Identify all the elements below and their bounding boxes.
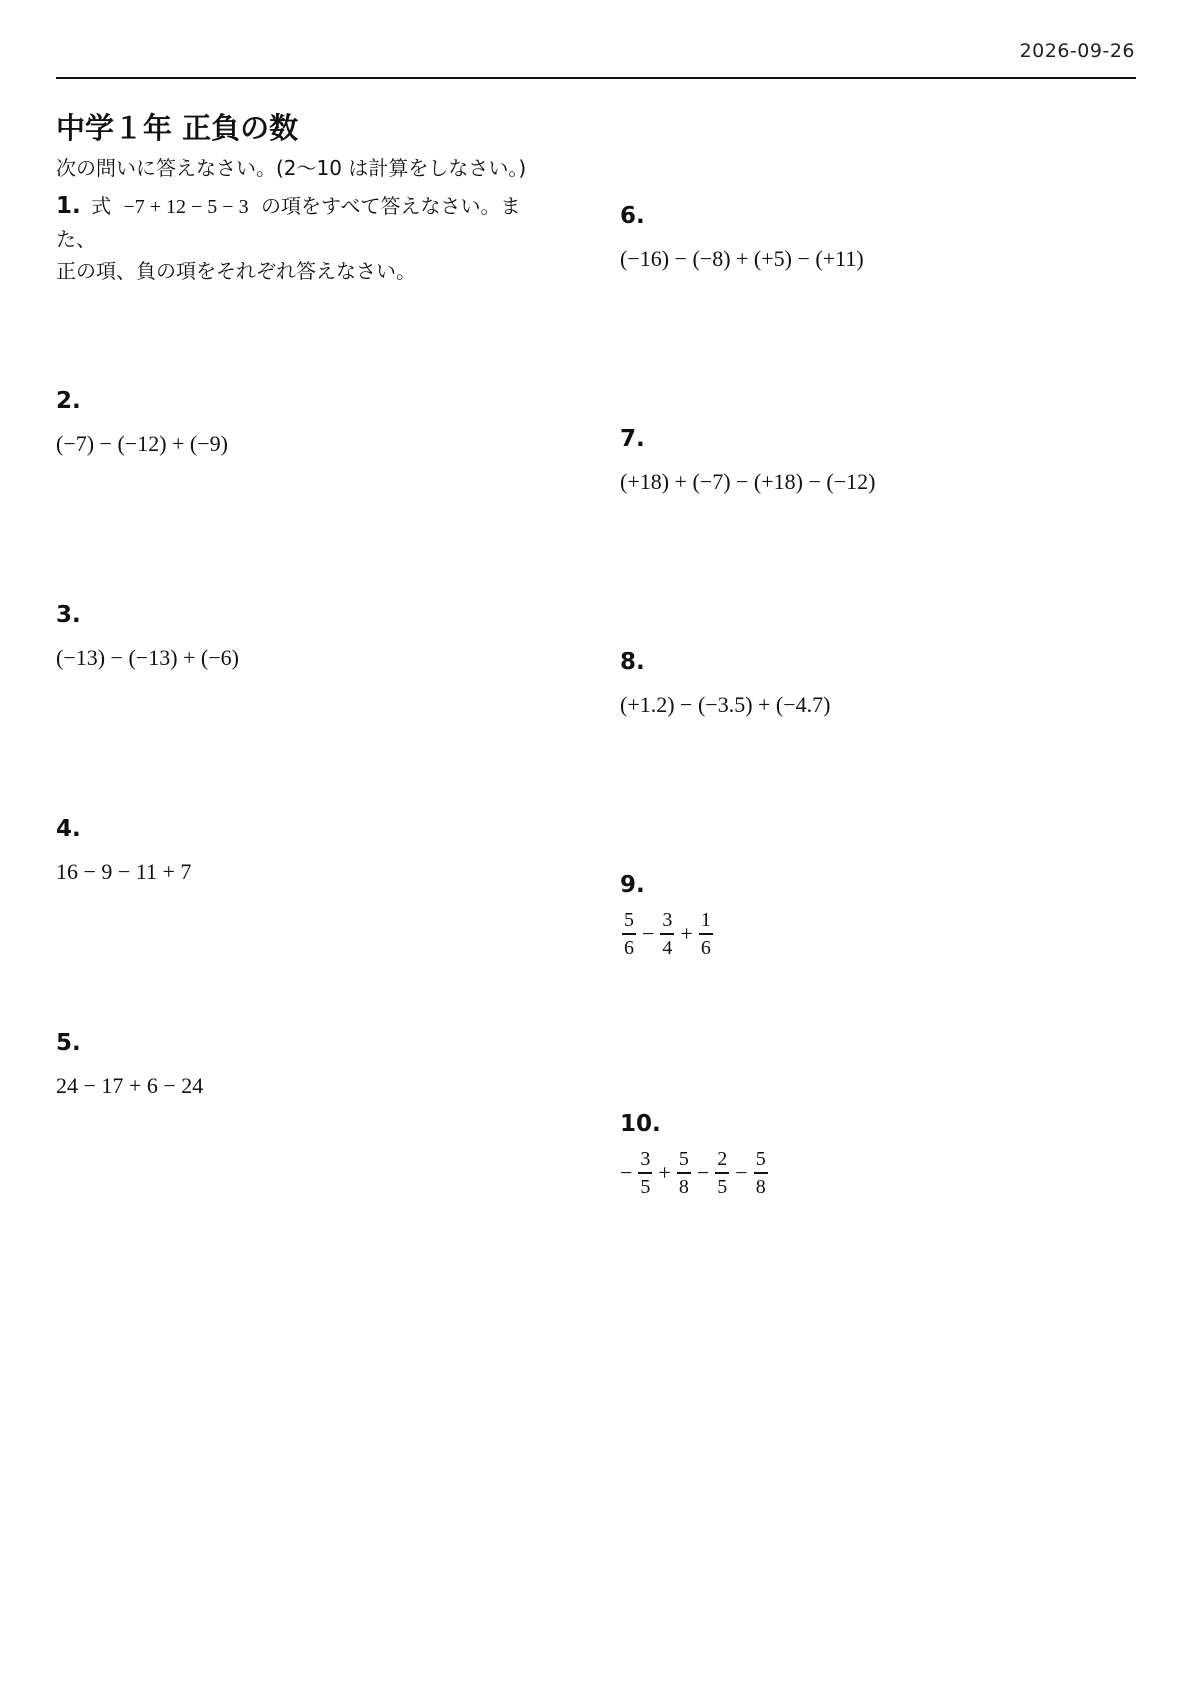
denominator: 6 — [700, 936, 711, 959]
problem-text: 正の項、負の項をそれぞれ答えなさい。 — [56, 259, 416, 283]
problem-1 — [56, 190, 556, 287]
fraction-bar — [715, 1172, 729, 1174]
problem-number: 4. — [56, 816, 81, 842]
problem-4 — [56, 818, 576, 883]
fraction-bar — [660, 933, 674, 935]
problem-expression — [620, 1148, 1140, 1198]
numerator: 5 — [755, 1148, 766, 1170]
fraction — [699, 909, 713, 959]
problem-6 — [620, 205, 1140, 270]
problem-number: 5. — [56, 1030, 81, 1056]
problem-text: の項をすべて答えなさい。また、 — [56, 194, 521, 251]
numerator: 3 — [640, 1148, 651, 1170]
problem-expression: 24 − 17 + 6 − 24 — [56, 1073, 204, 1098]
problem-3 — [56, 604, 576, 669]
problem-8 — [620, 651, 1140, 716]
problem-number: 3. — [56, 602, 81, 628]
problem-number: 1. — [56, 193, 81, 219]
denominator: 6 — [624, 936, 634, 959]
fraction — [754, 1148, 768, 1198]
problem-2 — [56, 390, 576, 455]
problem-5 — [56, 1032, 576, 1097]
fraction — [638, 1148, 652, 1198]
fraction-bar — [622, 933, 636, 935]
problem-number: 7. — [620, 426, 645, 452]
fraction — [677, 1148, 691, 1198]
numerator: 1 — [700, 909, 711, 931]
fraction — [715, 1148, 729, 1198]
fraction — [660, 909, 674, 959]
problem-expression: (−7) − (−12) + (−9) — [56, 431, 228, 456]
problem-9 — [620, 874, 1140, 959]
denominator: 5 — [717, 1175, 728, 1198]
fraction-bar — [638, 1172, 652, 1174]
problem-text: 式 — [91, 194, 112, 218]
operator: + — [658, 1159, 671, 1185]
problem-expression: (+1.2) − (−3.5) + (−4.7) — [620, 692, 831, 717]
problem-expression: (−13) − (−13) + (−6) — [56, 645, 239, 670]
denominator: 5 — [640, 1175, 651, 1198]
problem-expression: 16 − 9 − 11 + 7 — [56, 859, 192, 884]
problem-10 — [620, 1113, 1140, 1198]
problem-expression: −7 + 12 − 5 − 3 — [123, 196, 249, 218]
problem-number: 9. — [620, 872, 645, 898]
fraction-bar — [677, 1172, 691, 1174]
numerator: 2 — [717, 1148, 728, 1170]
instruction-text: 次の問いに答えなさい。(2～10 は計算をしなさい。) — [56, 156, 527, 180]
fraction-bar — [699, 933, 713, 935]
denominator: 8 — [678, 1175, 689, 1198]
operator: − — [642, 920, 655, 946]
numerator: 3 — [662, 909, 673, 931]
operator: − — [620, 1159, 633, 1185]
problem-number: 10. — [620, 1111, 661, 1137]
problem-expression — [620, 909, 1140, 959]
operator: − — [696, 1159, 710, 1185]
header-divider — [56, 77, 1136, 79]
problem-7 — [620, 428, 1140, 493]
operator: − — [735, 1159, 748, 1185]
numerator: 5 — [624, 909, 634, 931]
denominator: 4 — [662, 936, 673, 959]
problem-expression: (+18) + (−7) − (+18) − (−12) — [620, 469, 876, 494]
problem-number: 6. — [620, 203, 645, 229]
fraction — [622, 909, 636, 959]
denominator: 8 — [755, 1175, 766, 1198]
problem-expression: (−16) − (−8) + (+5) − (+11) — [620, 246, 864, 271]
operator: + — [680, 920, 693, 946]
page-title: 中学１年 正負の数 — [56, 111, 299, 145]
date: 2026-09-26 — [1019, 40, 1135, 62]
fraction-bar — [754, 1172, 768, 1174]
problem-number: 2. — [56, 388, 81, 414]
problem-number: 8. — [620, 649, 645, 675]
numerator: 5 — [678, 1148, 689, 1170]
